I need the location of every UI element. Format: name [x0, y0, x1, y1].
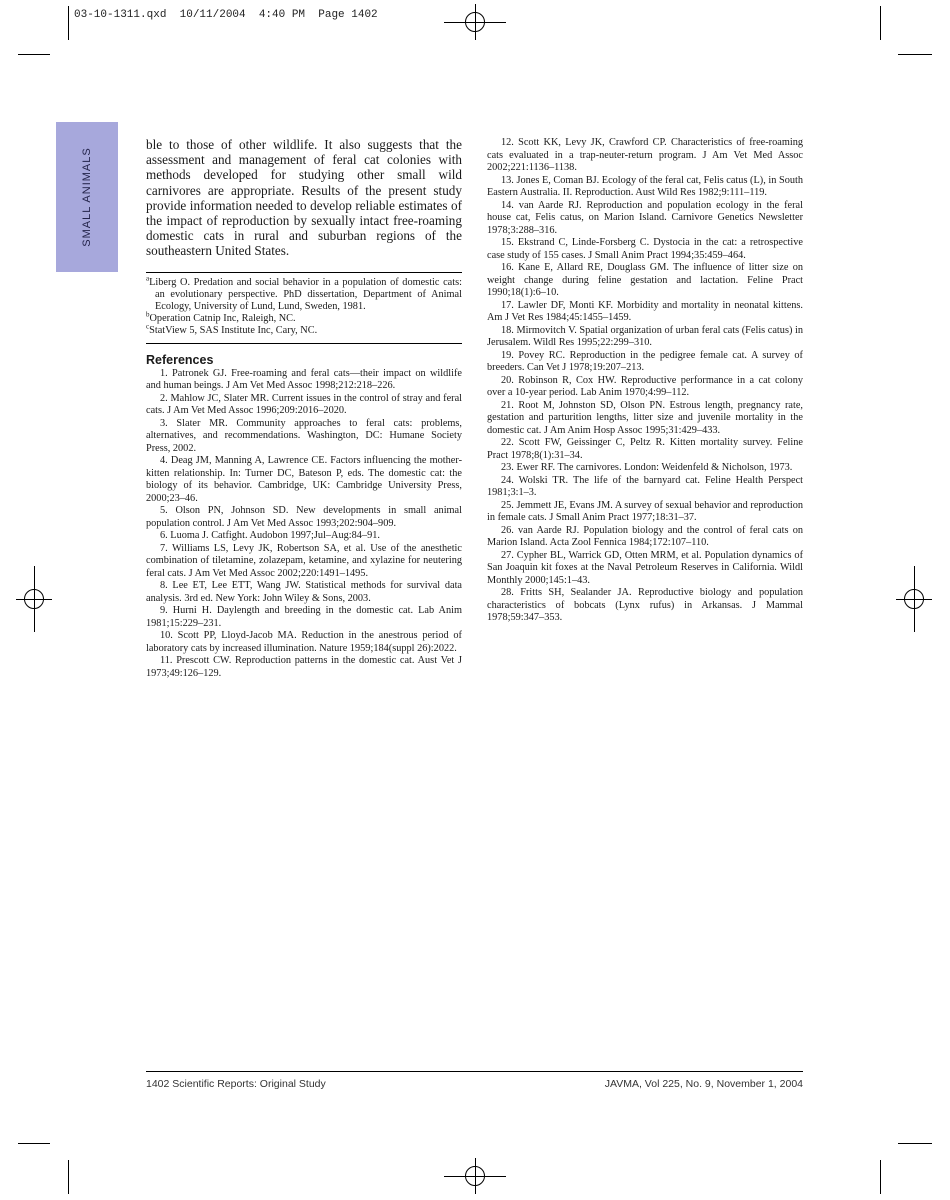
references-list-right: [487, 137, 803, 625]
section-tab-label: SMALL ANIMALS: [81, 147, 93, 247]
reference-item: 24. Wolski TR. The life of the barnyard cat. Feline Health Perspect 1981;3:1–3.: [487, 474, 803, 498]
reference-item: 12. Scott KK, Levy JK, Crawford CP. Characteristics of free-roaming cats evaluated in a trap-neuter-return program. J Am Vet Med Assoc 2002;221:1136–1138.: [487, 137, 803, 173]
right-column: [487, 137, 803, 625]
reference-item: 21. Root M, Johnston SD, Olson PN. Estrous length, pregnancy rate, gestation and parturition lengths, litter size and juvenile mortality in the domestic cat. J Am Anim Hosp Assoc 1995;31:429–433.: [487, 399, 803, 436]
reference-item: 19. Povey RC. Reproduction in the pedigree female cat. A survey of breeders. Can Vet J 1978;19:207–213.: [487, 349, 803, 373]
reference-item: 4. Deag JM, Manning A, Lawrence CE. Factors influencing the mother-kitten relationship. In: Turner DC, Bateson P, eds. The domestic cat: the biology of its behavior. Cambridge, UK: Cambridge University Press, 2000;23–46.: [146, 455, 462, 504]
page-footer: [146, 1071, 803, 1090]
reference-item: 8. Lee ET, Lee ETT, Wang JW. Statistical methods for survival data analysis. 3rd ed. New York: John Wiley & Sons, 2003.: [146, 580, 462, 604]
footer-page-info: 1402 Scientific Reports: Original Study: [146, 1078, 326, 1090]
footnote: $^c$StatView 5, SAS Institute Inc, Cary, NC.: [146, 323, 318, 337]
reference-item: 13. Jones E, Coman BJ. Ecology of the feral cat, Felis catus (L), in South Eastern Australia. II. Reproduction. Aust Wild Res 1982;9:111–119.: [487, 174, 803, 198]
footnote: $^b$Operation Catnip Inc, Raleigh, NC.: [146, 310, 296, 325]
reference-item: 6. Luoma J. Catfight. Audobon 1997;Jul–Aug:84–91.: [160, 530, 380, 542]
reference-item: 22. Scott FW, Geissinger C, Peltz R. Kitten mortality survey. Feline Pract 1978;8(1):31–34.: [487, 437, 803, 461]
section-tab: [56, 122, 118, 272]
reference-item: 15. Ekstrand C, Linde-Forsberg C. Dystocia in the cat: a retrospective case study of 155 cases. J Small Anim Pract 1994;35:459–464.: [487, 237, 803, 261]
reference-item: 26. van Aarde RJ. Population biology and the control of feral cats on Marion Island. Acta Zool Fennica 1984;172:107–110.: [487, 524, 803, 548]
reference-item: 28. Fritts SH, Sealander JA. Reproductive biology and population characteristics of bobcats (Lynx rufus) in Arkansas. J Mammal 1978;59:347–353.: [487, 587, 803, 623]
reference-item: 9. Hurni H. Daylength and breeding in the domestic cat. Lab Anim 1981;15:229–231.: [146, 605, 462, 629]
reference-item: 25. Jemmett JE, Evans JM. A survey of sexual behavior and reproduction in female cats. J Small Anim Pract 1977;18:31–37.: [487, 499, 803, 523]
reference-item: 27. Cypher BL, Warrick GD, Otten MRM, et al. Population dynamics of San Joaquin kit foxes at the Naval Petroleum Reserves in California. Wildl Monthly 2000;145:1–43.: [487, 549, 803, 586]
reference-item: 23. Ewer RF. The carnivores. London: Weidenfeld & Nicholson, 1973.: [501, 462, 793, 473]
footnote-rule-bottom: [146, 343, 462, 344]
footnotes: [146, 273, 462, 343]
reference-item: 18. Mirmovitch V. Spatial organization of urban feral cats (Felis catus) in Jerusalem. Wildl Res 1995;22:299–310.: [487, 324, 803, 348]
reference-item: 11. Prescott CW. Reproduction patterns in the domestic cat. Aust Vet J 1973;49:126–129.: [146, 655, 462, 679]
reference-item: 16. Kane E, Allard RE, Douglass GM. The influence of litter size on weight change during feline gestation and lactation. Feline Pract 1990;18(1):6–10.: [487, 262, 803, 298]
printer-slug: 03-10-1311.qxd 10/11/2004 4:40 PM Page 1402: [74, 9, 378, 21]
footer-journal-info: JAVMA, Vol 225, No. 9, November 1, 2004: [604, 1078, 803, 1090]
left-column: [146, 137, 462, 680]
references-heading: References: [146, 352, 214, 367]
reference-item: 2. Mahlow JC, Slater MR. Current issues in the control of stray and feral cats. J Am Vet Med Assoc 1996;209:2016–2020.: [146, 392, 462, 417]
references-list-left: [146, 368, 462, 681]
reference-item: 17. Lawler DF, Monti KF. Morbidity and mortality in neonatal kittens. Am J Vet Res 1984;45:1455–1459.: [487, 299, 803, 323]
body-paragraph: ble to those of other wildlife. It also suggests that the assessment and management of feral cat colonies with methods developed for studying other small wild carnivores are appropriate. Results of the present study provide information needed to develop reliable estimates of the impact of reproduction by sexually intact free-roaming domestic cats in rural and suburban regions of the southeastern United States.: [146, 137, 462, 259]
footnote: $^a$Liberg O. Predation and social behavior in a population of domestic cats: an evolutionary perspective. PhD dissertation, Department of Animal Ecology, University of Lund, Lund, Sweden, 1981.: [146, 274, 462, 313]
reference-item: 7. Williams LS, Levy JK, Robertson SA, et al. Use of the anesthetic combination of tiletamine, zolazepam, ketamine, and xylazine for neutering feral cats. J Am Vet Med Assoc 2002;220:1491–1495.: [146, 542, 462, 579]
reference-item: 10. Scott PP, Lloyd-Jacob MA. Reduction in the anestrous period of laboratory cats by increased illumination. Nature 1959;184(suppl 26):2022.: [146, 630, 462, 654]
reference-item: 3. Slater MR. Community approaches to feral cats: problems, alternatives, and recommendations. Washington, DC: Humane Society Press, 2002.: [146, 417, 462, 454]
reference-item: 1. Patronek GJ. Free-roaming and feral cats—their impact on wildlife and human beings. J Am Vet Med Assoc 1998;212:218–226.: [146, 367, 462, 392]
reference-item: 14. van Aarde RJ. Reproduction and population ecology in the feral house cat, Felis catus, on Marion Island. Carnivore Genetics Newsletter 1978;3:288–316.: [487, 199, 803, 236]
reference-item: 5. Olson PN, Johnson SD. New developments in small animal population control. J Am Vet Med Assoc 1993;202:904–909.: [146, 505, 462, 529]
reference-item: 20. Robinson R, Cox HW. Reproductive performance in a cat colony over a 10-year period. Lab Anim 1970;4:99–112.: [487, 374, 803, 398]
